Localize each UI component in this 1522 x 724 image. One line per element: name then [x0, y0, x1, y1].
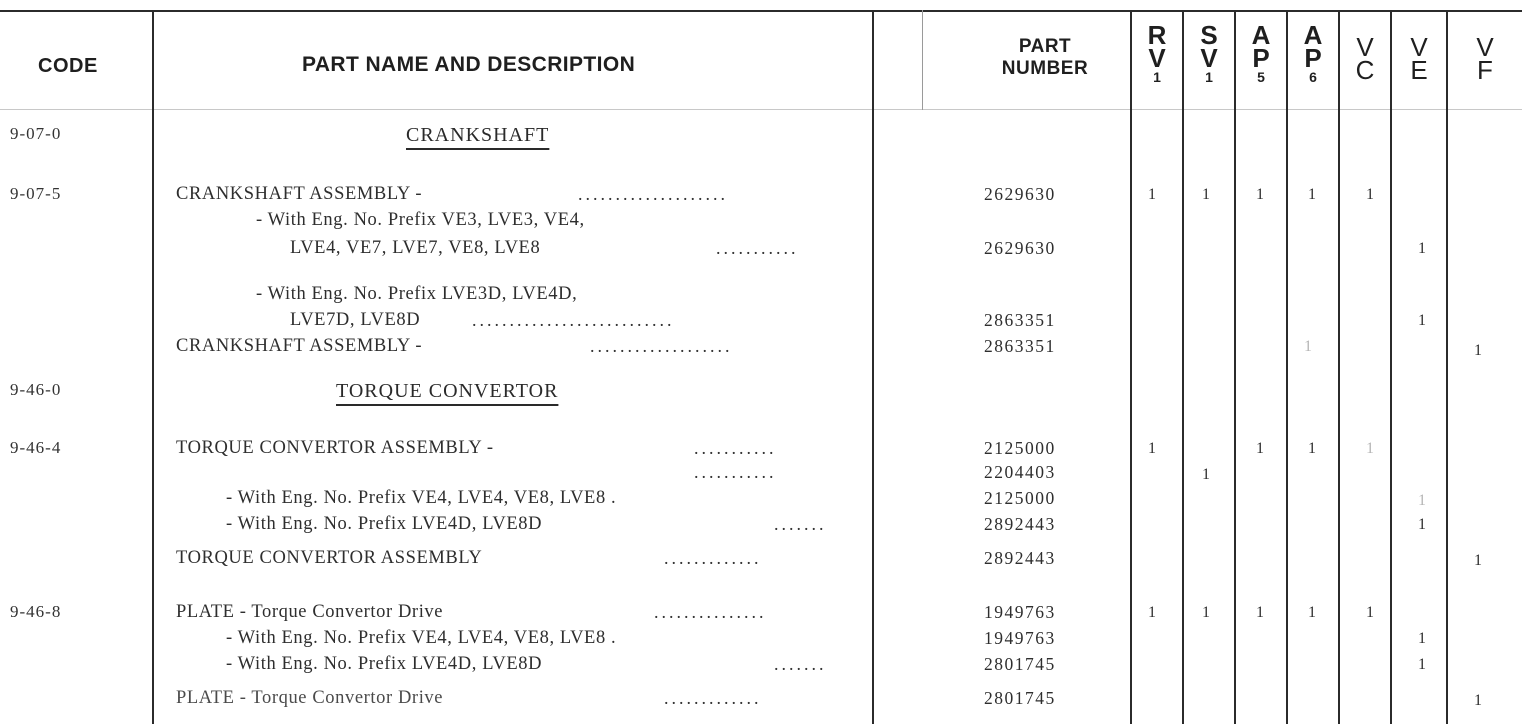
part-description: LVE4, VE7, LVE7, VE8, LVE8	[290, 238, 541, 258]
model-header-ve: V E	[1410, 32, 1428, 85]
quantity-cell: 1	[1202, 186, 1210, 203]
part-description: CRANKSHAFT ASSEMBLY -	[176, 336, 423, 356]
header-code: CODE	[38, 55, 98, 77]
part-number-cell: 1949763	[984, 602, 1056, 622]
leader-dots: ...............	[654, 602, 767, 622]
column-divider	[922, 10, 923, 110]
quantity-cell: 1	[1308, 604, 1316, 621]
leader-dots: .............	[664, 548, 762, 568]
model-header-sv1: S V 1	[1200, 20, 1218, 85]
column-divider	[1130, 10, 1132, 724]
part-number-cell: 2863351	[984, 336, 1056, 356]
code-cell: 9-46-8	[10, 602, 62, 621]
model-header-vc: V C	[1355, 32, 1375, 85]
part-description: - With Eng. No. Prefix LVE4D, LVE8D	[226, 514, 543, 534]
part-description: CRANKSHAFT ASSEMBLY -	[176, 184, 423, 204]
quantity-cell: 1	[1418, 516, 1426, 533]
part-number-cell: 2125000	[984, 488, 1056, 508]
quantity-cell: 1	[1366, 440, 1374, 457]
part-description: PLATE - Torque Convertor Drive	[176, 602, 444, 622]
part-number-cell: 2892443	[984, 514, 1056, 534]
section-heading: TORQUE CONVERTOR	[336, 380, 559, 402]
column-divider	[1338, 10, 1340, 724]
header-part-name: PART NAME AND DESCRIPTION	[302, 53, 636, 76]
part-number-cell: 2629630	[984, 238, 1056, 258]
part-number-cell: 2801745	[984, 654, 1056, 674]
quantity-cell: 1	[1308, 440, 1316, 457]
quantity-cell: 1	[1418, 492, 1426, 509]
part-description: TORQUE CONVERTOR ASSEMBLY	[176, 548, 483, 568]
section-heading: CRANKSHAFT	[406, 124, 550, 146]
quantity-cell: 1	[1474, 692, 1482, 709]
quantity-cell: 1	[1304, 338, 1312, 355]
leader-dots: ...........	[694, 462, 777, 482]
leader-dots: ...........	[694, 438, 777, 458]
quantity-cell: 1	[1148, 186, 1156, 203]
quantity-cell: 1	[1366, 186, 1374, 203]
column-divider	[1446, 10, 1448, 724]
leader-dots: .......	[774, 514, 827, 534]
part-description: - With Eng. No. Prefix VE4, LVE4, VE8, LVE8 .	[226, 488, 617, 508]
quantity-cell: 1	[1418, 630, 1426, 647]
part-number-cell: 2801745	[984, 688, 1056, 708]
code-cell: 9-07-5	[10, 184, 62, 203]
quantity-cell: 1	[1256, 440, 1264, 457]
model-header-ap5: A P 5	[1251, 20, 1271, 85]
model-header-rv1: R V 1	[1147, 20, 1167, 85]
part-number-cell: 2863351	[984, 310, 1056, 330]
column-divider	[1286, 10, 1288, 724]
code-cell: 9-07-0	[10, 124, 62, 143]
column-divider	[152, 10, 154, 724]
leader-dots: ...................	[590, 336, 733, 356]
part-number-cell: 1949763	[984, 628, 1056, 648]
header-part-number: PART NUMBER	[1001, 36, 1089, 79]
leader-dots: ....................	[578, 184, 728, 204]
part-description: PLATE - Torque Convertor Drive	[176, 688, 444, 708]
column-divider	[1182, 10, 1184, 724]
leader-dots: ...........	[716, 238, 799, 258]
quantity-cell: 1	[1202, 466, 1210, 483]
column-divider	[872, 10, 874, 724]
part-description: LVE7D, LVE8D	[290, 310, 421, 330]
part-number-cell: 2892443	[984, 548, 1056, 568]
quantity-cell: 1	[1418, 656, 1426, 673]
part-description: - With Eng. No. Prefix LVE4D, LVE8D	[226, 654, 543, 674]
leader-dots: .............	[664, 688, 762, 708]
leader-dots: .......	[774, 654, 827, 674]
part-number-cell: 2629630	[984, 184, 1056, 204]
part-number-cell: 2204403	[984, 462, 1056, 482]
quantity-cell: 1	[1308, 186, 1316, 203]
quantity-cell: 1	[1418, 240, 1426, 257]
code-cell: 9-46-0	[10, 380, 62, 399]
quantity-cell: 1	[1148, 440, 1156, 457]
part-number-cell: 2125000	[984, 438, 1056, 458]
quantity-cell: 1	[1474, 342, 1482, 359]
column-divider	[1390, 10, 1392, 724]
model-header-vf: V F	[1476, 32, 1494, 85]
part-description: - With Eng. No. Prefix VE3, LVE3, VE4,	[256, 210, 585, 230]
quantity-cell: 1	[1256, 604, 1264, 621]
leader-dots: ...........................	[472, 310, 675, 330]
part-description: - With Eng. No. Prefix VE4, LVE4, VE8, LVE8 .	[226, 628, 617, 648]
header-bottom-rule	[0, 109, 1522, 110]
code-cell: 9-46-4	[10, 438, 62, 457]
quantity-cell: 1	[1474, 552, 1482, 569]
top-border	[0, 10, 1522, 12]
column-divider	[1234, 10, 1236, 724]
part-description: TORQUE CONVERTOR ASSEMBLY -	[176, 438, 494, 458]
quantity-cell: 1	[1256, 186, 1264, 203]
model-header-ap6: A P 6	[1303, 20, 1323, 85]
quantity-cell: 1	[1418, 312, 1426, 329]
quantity-cell: 1	[1148, 604, 1156, 621]
quantity-cell: 1	[1366, 604, 1374, 621]
part-description: - With Eng. No. Prefix LVE3D, LVE4D,	[256, 284, 578, 304]
quantity-cell: 1	[1202, 604, 1210, 621]
